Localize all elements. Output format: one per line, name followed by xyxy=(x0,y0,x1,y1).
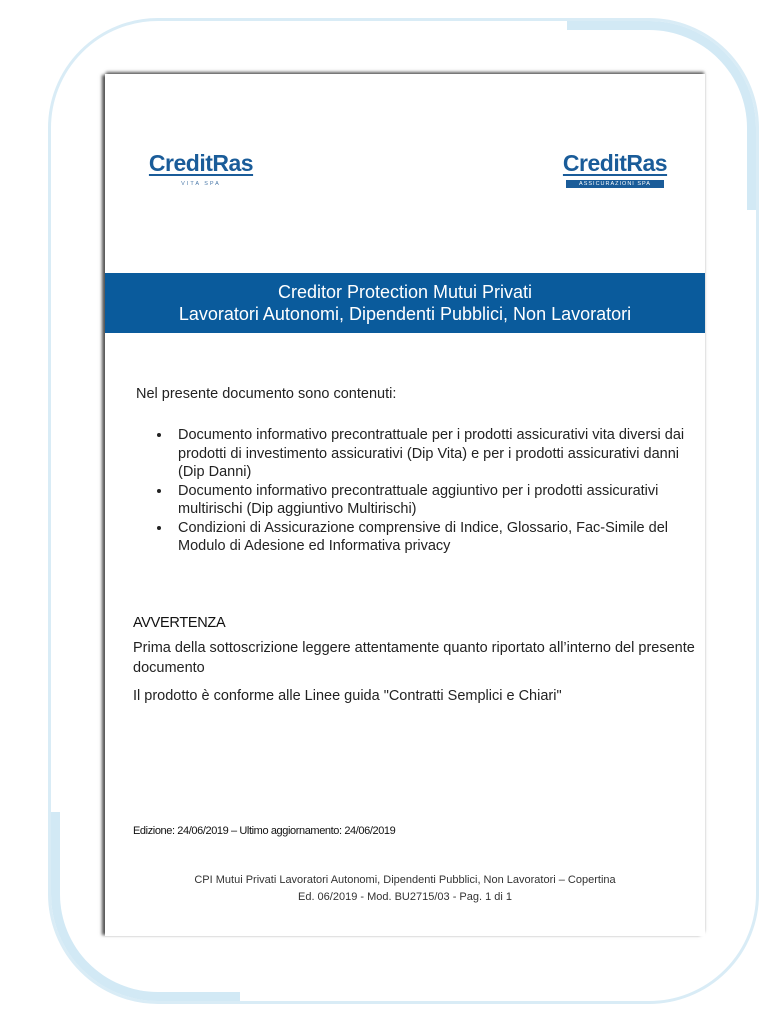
document-page xyxy=(105,74,705,936)
logo-subtitle: ASSICURAZIONI SPA xyxy=(566,180,664,188)
title-line-2: Lavoratori Autonomi, Dipendenti Pubblici, Non Lavoratori xyxy=(178,304,632,324)
warning-text: Prima della sottoscrizione leggere attentamente quanto riportato all’interno del presente documento xyxy=(133,640,695,676)
logo-brand: CreditRas xyxy=(562,150,668,176)
list-item: • Condizioni di Assicurazione comprensive di Indice, Glossario, Fac-Simile del Modulo di Adesione ed Informativa privacy xyxy=(172,519,692,556)
compliance-note: Il prodotto è conforme alle Linee guida "Contratti Semplici e Chiari" xyxy=(133,688,562,704)
list-item: • Documento informativo precontrattuale aggiuntivo per i prodotti assicurativi multirischi (Dip aggiuntivo Multirischi) xyxy=(172,482,692,519)
creditras-vita-logo xyxy=(147,150,255,187)
document-title-band xyxy=(105,273,705,333)
edition-info: Edizione: 24/06/2019 – Ultimo aggiornamento: 24/06/2019 xyxy=(133,825,396,837)
logo-subtitle: VITA SPA xyxy=(181,181,221,187)
contents-list xyxy=(154,426,692,556)
list-item: • Documento informativo precontrattuale per i prodotti assicurativi vita diversi dai prodotti di investimento assicurativi (Dip Vita) e per i prodotti assicurativi danni (Dip Danni) xyxy=(172,426,692,482)
title-line-1: Creditor Protection Mutui Privati xyxy=(277,282,533,302)
footer-line-2: Ed. 06/2019 - Mod. BU2715/03 - Pag. 1 di 1 xyxy=(297,891,513,903)
footer-line-1: CPI Mutui Privati Lavoratori Autonomi, Dipendenti Pubblici, Non Lavoratori – Copertina xyxy=(194,874,616,886)
page-footer xyxy=(105,872,705,906)
creditras-assicurazioni-logo xyxy=(560,150,670,188)
intro-text: Nel presente documento sono contenuti: xyxy=(136,386,397,402)
logo-brand: CreditRas xyxy=(148,150,254,176)
warning-heading: AVVERTENZA xyxy=(133,615,226,631)
